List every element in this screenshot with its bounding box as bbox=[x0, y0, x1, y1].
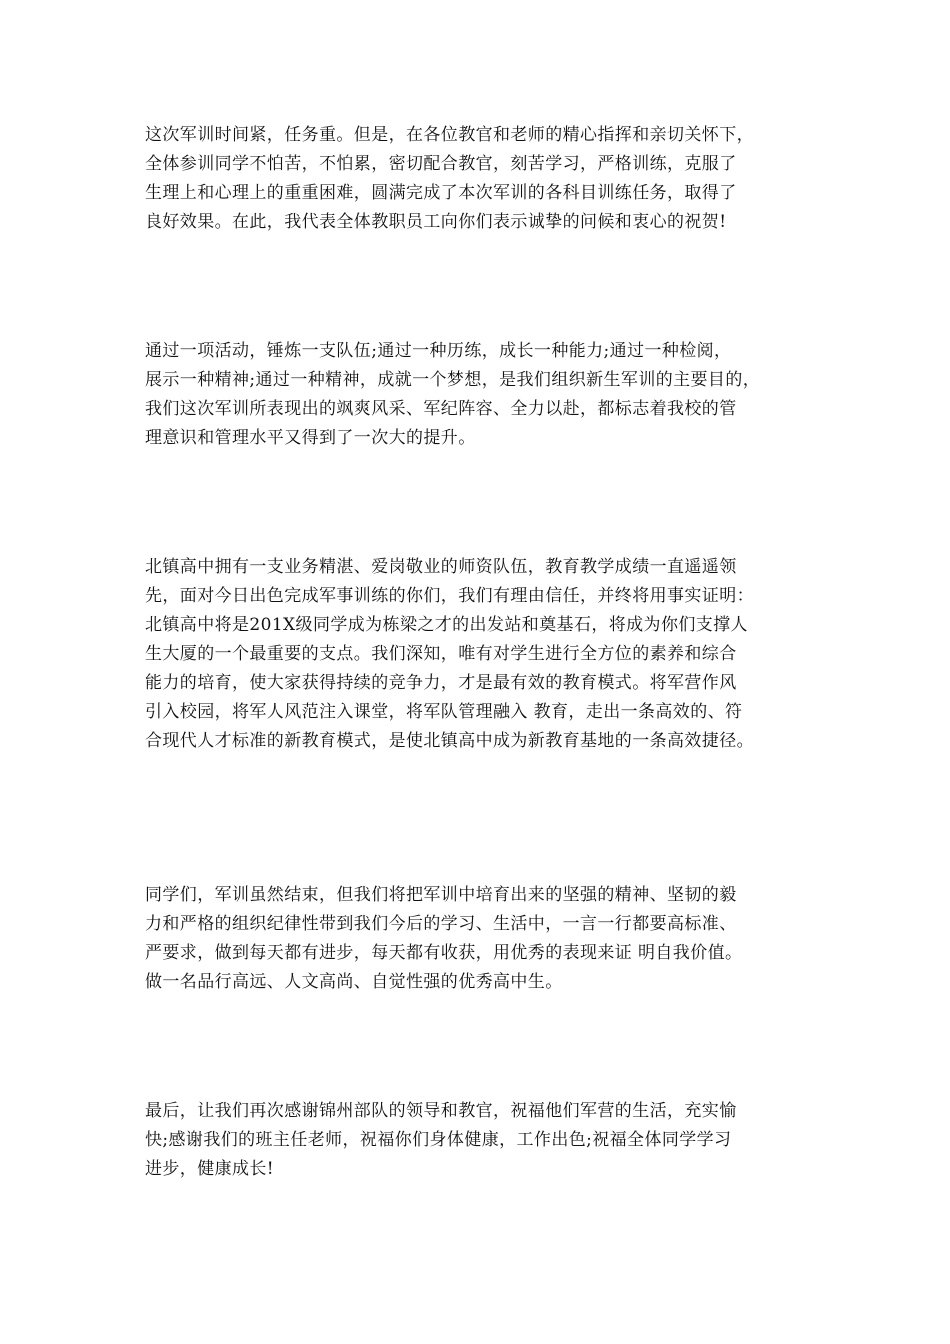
text-line: 北镇高中将是201X级同学成为栋梁之才的出发站和奠基石，将成为你们支撑人 bbox=[145, 615, 748, 635]
paragraph-students-expectation bbox=[145, 881, 825, 997]
text-line: 良好效果。在此，我代表全体教职员工向你们表示诚挚的问候和衷心的祝贺! bbox=[145, 212, 727, 232]
text-line: 最后，让我们再次感谢锦州部队的领导和教官，祝福他们军营的生活，充实愉 bbox=[145, 1101, 737, 1121]
text-line: 快;感谢我们的班主任老师，祝福你们身体健康，工作出色;祝福全体同学学习 bbox=[145, 1130, 732, 1150]
text-line: 合现代人才标准的新教育模式，是使北镇高中成为新教育基地的一条高效捷径。 bbox=[145, 731, 754, 751]
text-line: 进步，健康成长! bbox=[145, 1159, 275, 1179]
paragraph-military-training-completion bbox=[145, 121, 825, 237]
text-line: 展示一种精神;通过一种精神，成就一个梦想，是我们组织新生军训的主要目的， bbox=[145, 370, 761, 390]
text-line: 理意识和管理水平又得到了一次大的提升。 bbox=[145, 428, 476, 448]
text-line: 我们这次军训所表现出的飒爽风采、军纪阵容、全力以赴，都标志着我校的管 bbox=[145, 399, 737, 419]
text-line: 北镇高中拥有一支业务精湛、爱岗敬业的师资队伍，教育教学成绩一直遥遥领 bbox=[145, 557, 737, 577]
text-line: 力和严格的组织纪律性带到我们今后的学习、生活中，一言一行都要高标准、 bbox=[145, 914, 737, 934]
text-line: 生大厦的一个最重要的支点。我们深知，唯有对学生进行全方位的素养和综合 bbox=[145, 644, 737, 664]
text-line: 通过一项活动，锤炼一支队伍;通过一种历练，成长一种能力;通过一种检阅， bbox=[145, 341, 732, 361]
text-line: 能力的培育，使大家获得持续的竞争力，才是最有效的教育模式。将军营作风 bbox=[145, 673, 737, 693]
text-line: 做一名品行高远、人文高尚、自觉性强的优秀高中生。 bbox=[145, 972, 563, 992]
text-line: 同学们，军训虽然结束，但我们将把军训中培育出来的坚强的精神、坚韧的毅 bbox=[145, 885, 737, 905]
text-line: 先，面对今日出色完成军事训练的你们，我们有理由信任，并终将用事实证明： bbox=[145, 586, 754, 606]
paragraph-closing-thanks bbox=[145, 1097, 825, 1184]
text-line: 这次军训时间紧，任务重。但是，在各位教官和老师的精心指挥和亲切关怀下， bbox=[145, 125, 754, 145]
paragraph-school-education bbox=[145, 553, 825, 756]
text-line: 引入校园，将军人风范注入课堂，将军队管理融入 教育，走出一条高效的、符 bbox=[145, 702, 743, 722]
text-line: 生理上和心理上的重重困难，圆满完成了本次军训的各科目训练任务，取得了 bbox=[145, 183, 737, 203]
paragraph-training-purpose bbox=[145, 337, 825, 453]
text-line: 全体参训同学不怕苦，不怕累，密切配合教官，刻苦学习，严格训练，克服了 bbox=[145, 154, 737, 174]
text-line: 严要求，做到每天都有进步，每天都有收获，用优秀的表现来证 明自我价值。 bbox=[145, 943, 743, 963]
